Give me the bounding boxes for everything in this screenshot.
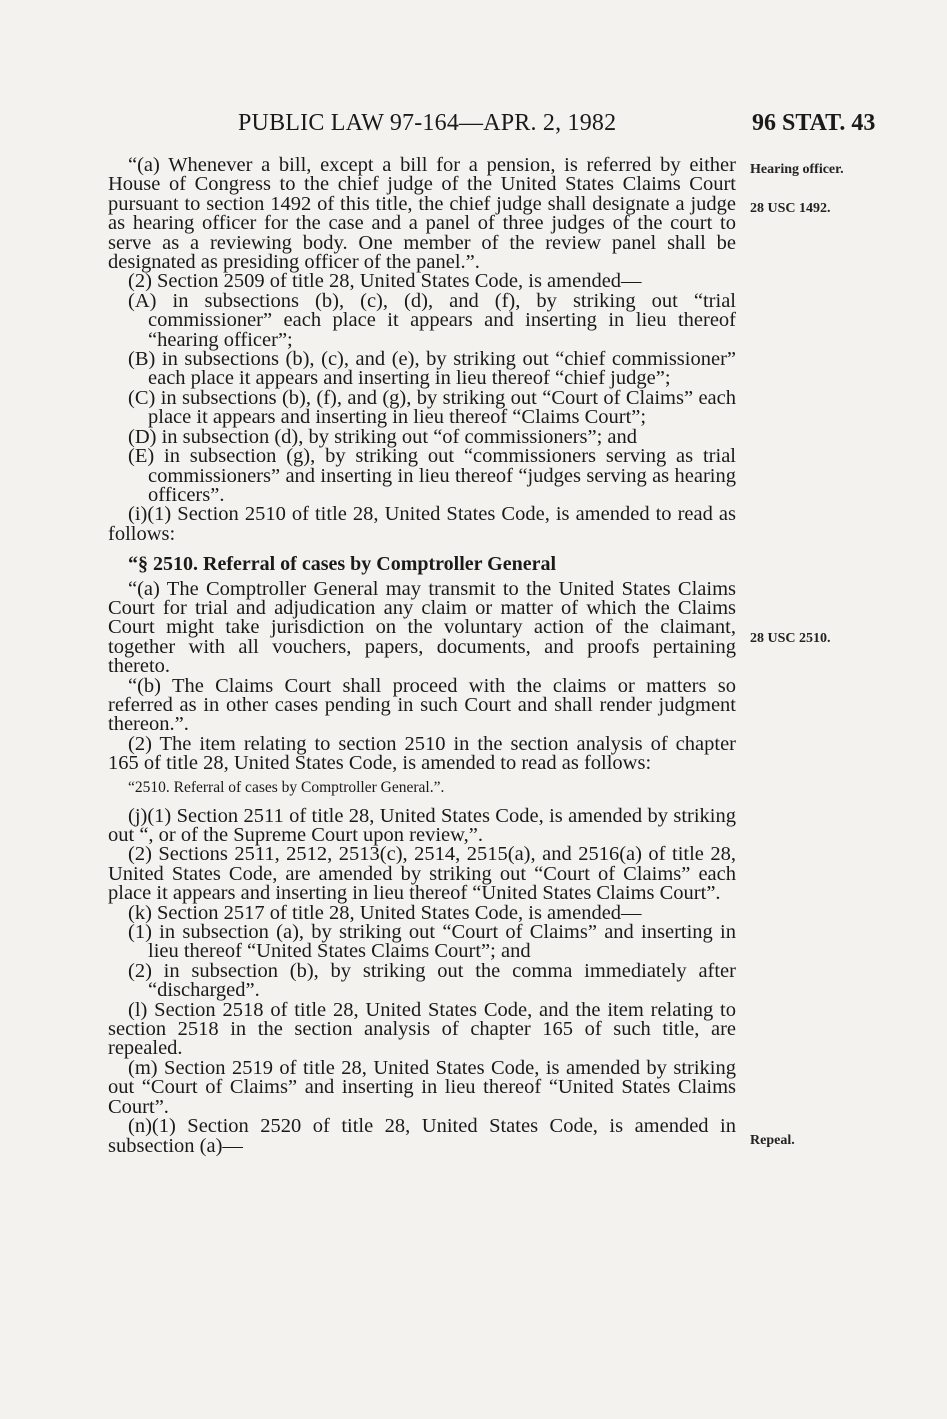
paragraph: (2) Sections 2511, 2512, 2513(c), 2514, 2515(a), and 2516(a) of title 28, United States Code, are amended by striking out “Court of Claims” each place it appears and inserting in lieu thereof “United States Claims Court”. — [108, 843, 736, 905]
margin-note-citation: 28 USC 2510. — [750, 631, 831, 646]
document-body — [108, 156, 736, 1156]
subparagraph: (2) in subsection (b), by striking out the comma immediately after “discharged”. — [128, 959, 736, 1002]
page-header — [0, 110, 947, 142]
margin-note-citation: 28 USC 1492. — [750, 201, 831, 216]
subparagraph: (C) in subsections (b), (f), and (g), by striking out “Court of Claims” each place it appears and inserting in lieu thereof “Claims Court”; — [128, 386, 736, 429]
margin-note-repeal: Repeal. — [750, 1133, 795, 1148]
subparagraph: (B) in subsections (b), (c), and (e), by striking out “chief commissioner” each place it appears and inserting in lieu thereof “chief judge”; — [128, 348, 736, 390]
paragraph: (j)(1) Section 2511 of title 28, United States Code, is amended by striking out “, or of the Supreme Court upon review,”. — [108, 804, 736, 846]
subparagraph: (D) in subsection (d), by striking out “of commissioners”; and — [128, 425, 637, 448]
subparagraph: (1) in subsection (a), by striking out “Court of Claims” and inserting in lieu thereof “United States Claims Court”; and — [128, 921, 736, 963]
section-analysis-item: “2510. Referral of cases by Comptroller General.”. — [128, 778, 445, 796]
paragraph: (2) Section 2509 of title 28, United States Code, is amended— — [128, 270, 642, 293]
section-heading: “§ 2510. Referral of cases by Comptroller General — [128, 553, 557, 576]
paragraph: “(a) The Comptroller General may transmit to the United States Claims Court for trial and adjudication any claim or matter of which the Claims Court might take jurisdiction on the voluntary action of the claimant, together with all vouchers, papers, documents, and proofs pertaining thereto. — [108, 577, 736, 678]
public-law-title: PUBLIC LAW 97-164—APR. 2, 1982 — [238, 110, 617, 136]
statute-page-number: 96 STAT. 43 — [752, 110, 876, 136]
paragraph: (m) Section 2519 of title 28, United States Code, is amended by striking out “Court of Claims” and inserting in lieu thereof “United States Claims Court”. — [108, 1056, 736, 1118]
paragraph: “(b) The Claims Court shall proceed with the claims or matters so referred as in other cases pending in such Court and shall render judgment thereon.”. — [108, 674, 736, 736]
paragraph: (n)(1) Section 2520 of title 28, United States Code, is amended in subsection (a)— — [108, 1115, 736, 1157]
paragraph: (i)(1) Section 2510 of title 28, United States Code, is amended to read as follows: — [108, 503, 736, 545]
subparagraph: (A) in subsections (b), (c), (d), and (f), by striking out “trial commissioner” each place it appears and inserting in lieu thereof “hearing officer”; — [128, 289, 736, 351]
paragraph: (2) The item relating to section 2510 in the section analysis of chapter 165 of title 28, United States Code, is amended to read as follows: — [108, 732, 736, 775]
margin-note-hearing-officer: Hearing officer. — [750, 162, 844, 177]
paragraph: “(a) Whenever a bill, except a bill for a pension, is referred by either House of Congress to the chief judge of the United States Claims Court pursuant to section 1492 of this title, the chief judge shall designate a judge as hearing officer for the case and a panel of three judges of the court to serve as a reviewing body. One member of the review panel shall be designated as presiding officer of the panel.”. — [108, 154, 736, 274]
paragraph: (l) Section 2518 of title 28, United States Code, and the item relating to section 2518 in the section analysis of chapter 165 of such title, are repealed. — [108, 998, 736, 1060]
paragraph: (k) Section 2517 of title 28, United States Code, is amended— — [128, 901, 642, 924]
subparagraph: (E) in subsection (g), by striking out “commissioners serving as trial commissioners” and inserting in lieu thereof “judges serving as hearing officers”. — [128, 445, 736, 506]
